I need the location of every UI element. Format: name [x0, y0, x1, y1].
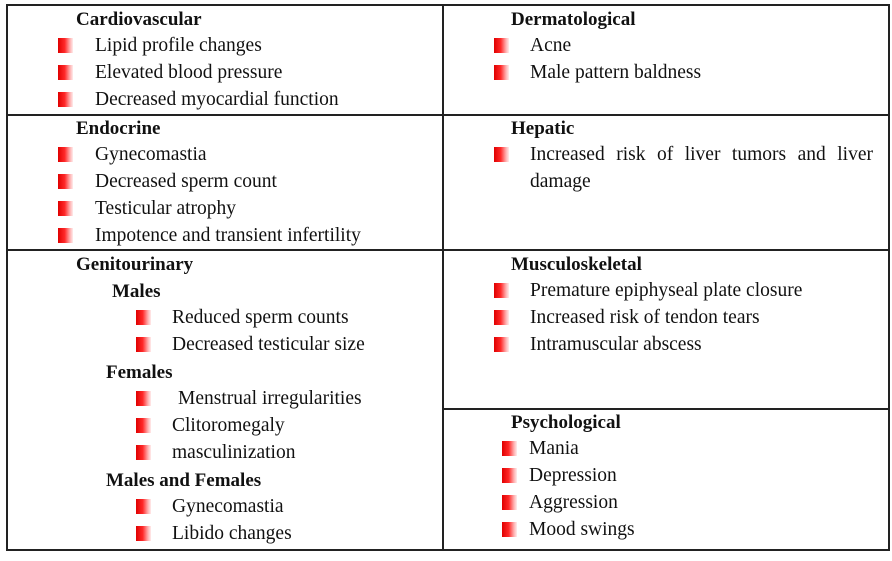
cardiovascular-heading: Cardiovascular: [76, 9, 202, 30]
musculoskeletal-item: Increased risk of tendon tears: [530, 307, 760, 328]
bullet-icon: [58, 147, 73, 162]
endocrine-item: Impotence and transient infertility: [95, 225, 361, 246]
bullet-icon: [494, 283, 509, 298]
bullet-icon: [136, 391, 151, 406]
bullet-icon: [494, 65, 509, 80]
cardiovascular-item: Lipid profile changes: [95, 35, 262, 56]
genitourinary-both-item: Gynecomastia: [172, 496, 284, 517]
row-divider-2: [6, 249, 890, 251]
musculoskeletal-item: Intramuscular abscess: [530, 334, 702, 355]
musculoskeletal-item: Premature epiphyseal plate closure: [530, 280, 803, 301]
hepatic-heading: Hepatic: [511, 118, 575, 139]
psychological-item: Mania: [529, 438, 579, 459]
bullet-icon: [494, 337, 509, 352]
table-bottom-border: [6, 549, 890, 551]
table-right-border: [888, 4, 890, 550]
bullet-icon: [502, 495, 517, 510]
dermatological-item: Acne: [530, 35, 572, 56]
column-divider: [442, 4, 444, 550]
bullet-icon: [58, 174, 73, 189]
psychological-item: Aggression: [529, 492, 618, 513]
psychological-item: Depression: [529, 465, 617, 486]
bullet-icon: [494, 147, 509, 162]
dermatological-heading: Dermatological: [511, 9, 636, 30]
cardiovascular-item: Decreased myocardial function: [95, 89, 339, 110]
bullet-icon: [136, 418, 151, 433]
bullet-icon: [494, 38, 509, 53]
endocrine-heading: Endocrine: [76, 118, 161, 139]
hepatic-item: Increased risk of liver tumors and liver damage: [530, 144, 873, 192]
bullet-icon: [502, 468, 517, 483]
bullet-icon: [58, 38, 73, 53]
females-subheading: Females: [106, 362, 173, 383]
psychological-item: Mood swings: [529, 519, 635, 540]
genitourinary-both-item: Libido changes: [172, 523, 292, 544]
bullet-icon: [58, 92, 73, 107]
cardiovascular-item: Elevated blood pressure: [95, 62, 283, 83]
bullet-icon: [502, 441, 517, 456]
endocrine-item: Gynecomastia: [95, 144, 207, 165]
bullet-icon: [494, 310, 509, 325]
genitourinary-heading: Genitourinary: [76, 254, 194, 275]
endocrine-item: Testicular atrophy: [95, 198, 237, 219]
bullet-icon: [58, 201, 73, 216]
row-divider-1: [6, 114, 890, 116]
table-top-border: [6, 4, 890, 6]
bullet-icon: [58, 65, 73, 80]
dermatological-item: Male pattern baldness: [530, 62, 702, 83]
genitourinary-female-item: Clitoromegaly: [172, 415, 285, 436]
bullet-icon: [136, 445, 151, 460]
bullet-icon: [502, 522, 517, 537]
bullet-icon: [136, 337, 151, 352]
males-subheading: Males: [112, 281, 161, 302]
bullet-icon: [136, 310, 151, 325]
table-left-border: [6, 4, 8, 550]
endocrine-item: Decreased sperm count: [95, 171, 277, 192]
genitourinary-male-item: Reduced sperm counts: [172, 307, 349, 328]
musculoskeletal-heading: Musculoskeletal: [511, 254, 642, 275]
bullet-icon: [58, 228, 73, 243]
bullet-icon: [136, 499, 151, 514]
genitourinary-male-item: Decreased testicular size: [172, 334, 365, 355]
males-and-females-subheading: Males and Females: [106, 470, 262, 491]
bullet-icon: [136, 526, 151, 541]
genitourinary-female-item: masculinization: [172, 442, 296, 463]
psych-divider: [442, 408, 890, 410]
psychological-heading: Psychological: [511, 412, 621, 433]
genitourinary-female-item: Menstrual irregularities: [178, 388, 362, 409]
